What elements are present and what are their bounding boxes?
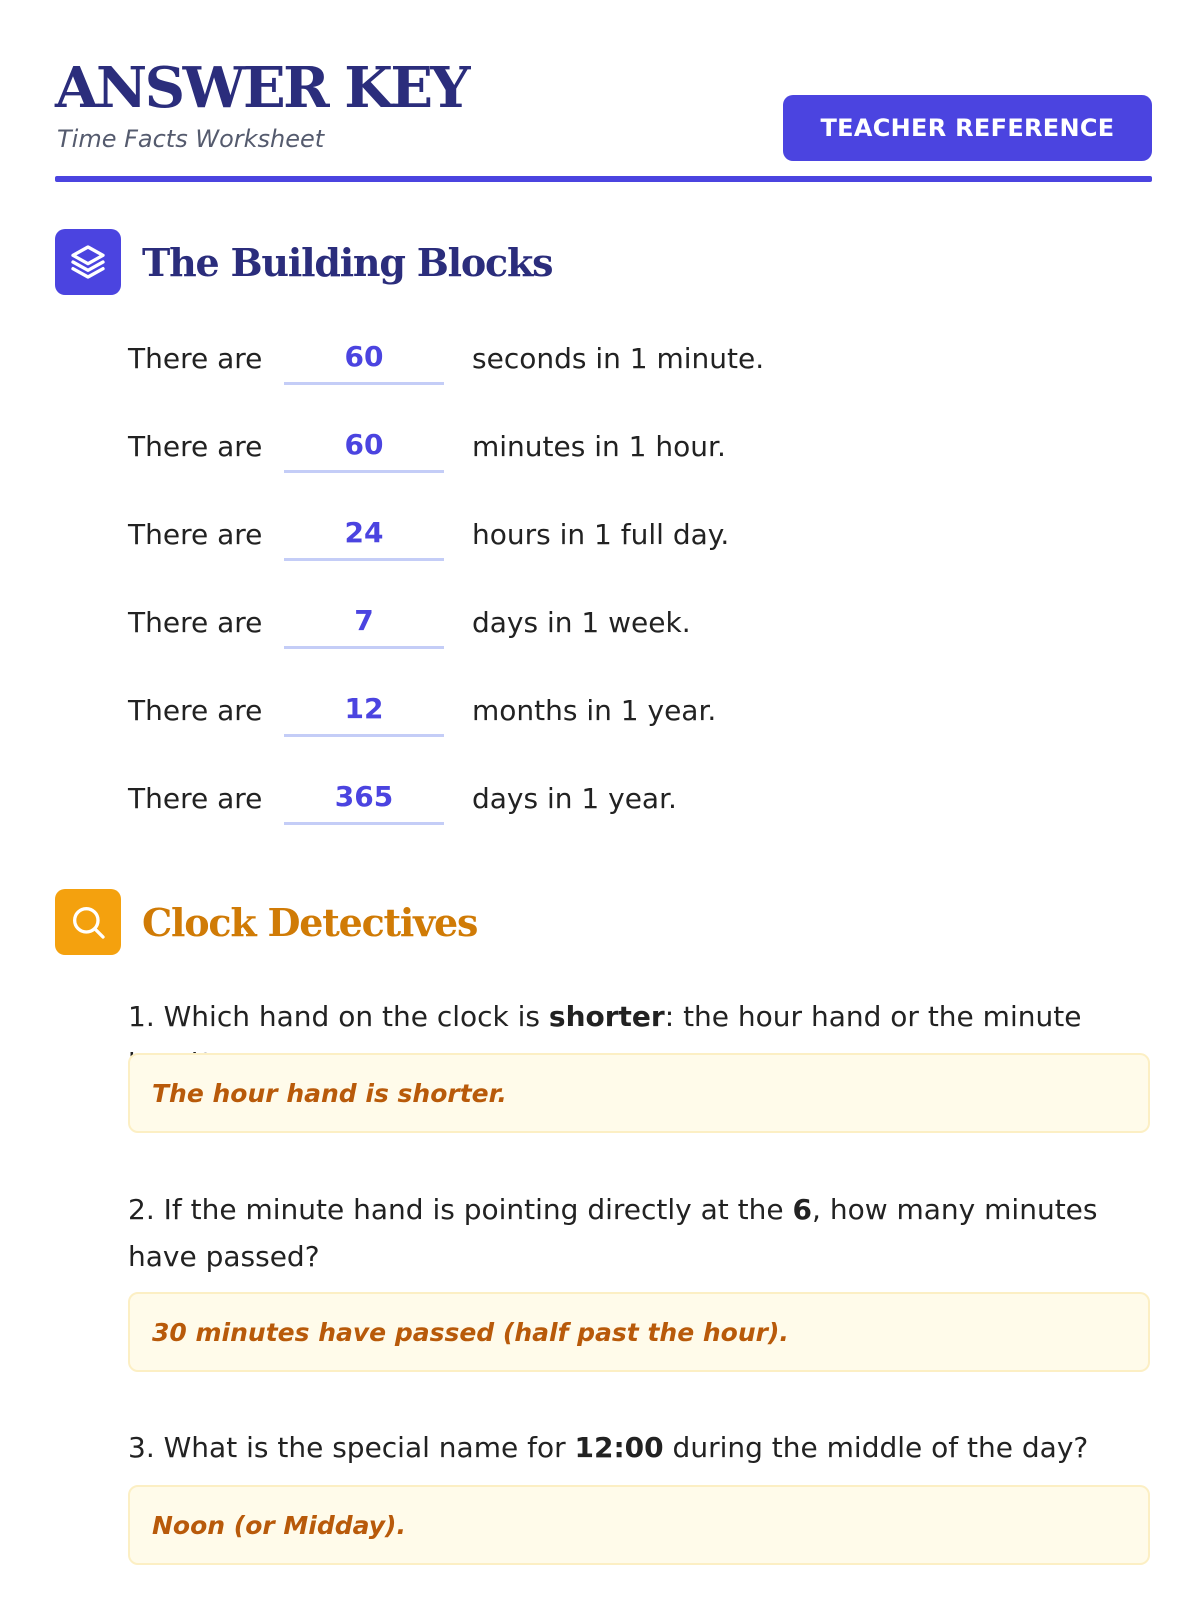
page-subtitle: Time Facts Worksheet [57,125,325,153]
question-2 [128,1186,1128,1280]
page-title: ANSWER KEY [55,55,469,121]
question-3 [128,1424,1128,1471]
fact-suffix: months in 1 year. [472,694,717,727]
question-text: 1. Which hand on the clock is [128,1000,549,1033]
header-divider [55,176,1152,182]
question-text: during the middle of the day? [663,1431,1089,1464]
question-text: 2. If the minute hand is pointing directly at the [128,1193,793,1226]
question-text: 3. What is the special name for [128,1431,575,1464]
answer-box [128,1485,1150,1565]
building-blocks-title: The Building Blocks [142,239,553,285]
fact-prefix: There are [128,518,263,551]
fact-suffix: days in 1 year. [472,782,677,815]
fact-answer: 60 [284,338,444,385]
fact-answer: 365 [284,778,444,825]
clock-detectives-title: Clock Detectives [142,899,478,945]
fact-suffix: hours in 1 full day. [472,518,730,551]
fact-prefix: There are [128,782,263,815]
building-blocks-header [55,229,552,295]
answer-text: 30 minutes have passed (half past the hour). [152,1317,789,1347]
fact-suffix: minutes in 1 hour. [472,430,726,463]
fact-answer: 60 [284,426,444,473]
fact-suffix: seconds in 1 minute. [472,342,765,375]
search-icon [55,889,121,955]
fact-answer: 12 [284,690,444,737]
question-text: : the hour hand or the minute [664,1000,1082,1033]
layers-icon [55,229,121,295]
clock-detectives-header [55,889,477,955]
answer-box [128,1053,1150,1133]
question-keyword: shorter [548,1000,665,1033]
fact-answer: 24 [284,514,444,561]
page-header [55,50,1152,176]
fact-prefix: There are [128,342,263,375]
fact-answer: 7 [284,602,444,649]
fact-suffix: days in 1 week. [472,606,691,639]
question-keyword: 6 [792,1193,813,1226]
answer-text: Noon (or Midday). [152,1510,406,1540]
question-text: , how many minutes have passed? [128,1193,1098,1273]
teacher-reference-button[interactable]: TEACHER REFERENCE [783,95,1152,161]
question-keyword: 12:00 [574,1431,664,1464]
fact-prefix: There are [128,694,263,727]
answer-text: The hour hand is shorter. [152,1078,507,1108]
fact-prefix: There are [128,606,263,639]
answer-box [128,1292,1150,1372]
fact-prefix: There are [128,430,263,463]
